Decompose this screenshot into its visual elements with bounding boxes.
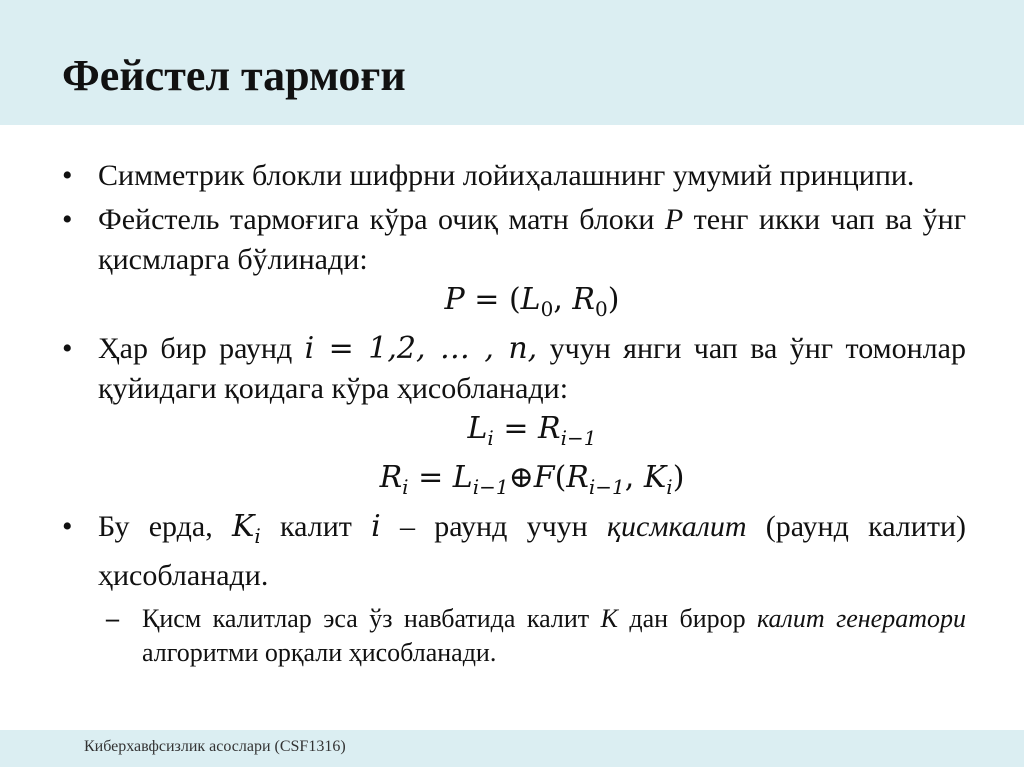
formula-1-r: R: [572, 282, 595, 317]
formula-left-update: [62, 409, 966, 458]
bullet-item-4: [62, 507, 966, 596]
formula-1-close: ): [607, 282, 620, 317]
bullet-4-text-mid: калит: [260, 510, 372, 543]
bullet-item-2: [62, 200, 966, 280]
slide-title: Фейстел тармоғи: [62, 51, 406, 100]
slide-content: [62, 156, 966, 670]
formula-3-k-sub: i: [666, 475, 673, 499]
formula-2-r-sub: i−1: [560, 426, 597, 450]
formula-1-lhs: P: [444, 282, 465, 317]
formula-2-l: L: [467, 411, 488, 446]
formula-p-split: [62, 280, 966, 329]
formula-3-r2: R: [566, 460, 589, 495]
bullet-4-text-post: (раунд калити) ҳисобланади.: [98, 510, 966, 592]
formula-2-l-sub: i: [487, 426, 494, 450]
formula-2-eq: =: [493, 411, 539, 446]
sub-bullet-var-k: K: [600, 604, 618, 633]
formula-3-comma: ,: [624, 460, 644, 495]
bullet-item-1: [62, 156, 966, 196]
footer-course-label: Киберхавфсизлик асослари (CSF1316): [84, 738, 346, 755]
formula-3-l: L: [452, 460, 473, 495]
formula-1-comma: ,: [553, 282, 573, 317]
formula-1-r-sub: 0: [594, 297, 608, 321]
formula-1-eq-open: = (: [464, 282, 521, 317]
bullet-4-var-k: K: [231, 509, 255, 544]
formula-1-l-sub: 0: [540, 297, 554, 321]
bullet-4-emphasis: қисмкалит: [606, 510, 747, 543]
formula-2-r: R: [538, 411, 561, 446]
sub-bullet-emphasis: калит генератори: [757, 604, 967, 633]
formula-3-eq: =: [408, 460, 453, 495]
sub-bullet-text-mid: дан бирор: [617, 604, 758, 633]
slide-header: [0, 0, 1024, 125]
formula-3-open: (: [554, 460, 567, 495]
bullet-3-math: i = 1,2, … , n,: [304, 331, 538, 366]
bullet-4-text-dash: – раунд учун: [380, 510, 607, 543]
formula-3-f: F: [533, 460, 555, 495]
bullet-3-text-post: учун янги чап ва ўнг томонлар қуйидаги қоидага кўра ҳисобланади:: [98, 332, 966, 405]
bullet-2-var-p: P: [664, 203, 684, 236]
formula-3-r-sub: i: [402, 475, 409, 499]
formula-3-k: K: [643, 460, 667, 495]
formula-3-l-sub: i−1: [472, 475, 509, 499]
bullet-4-var-i: i: [371, 509, 381, 544]
bullet-3-text-pre: Ҳар бир раунд: [98, 332, 305, 365]
bullet-4-text-pre: Бу ерда,: [98, 510, 232, 543]
slide-footer: [0, 730, 1024, 767]
formula-3-r: R: [379, 460, 403, 495]
formula-3-r2-sub: i−1: [588, 475, 625, 499]
xor-icon: ⊕: [508, 460, 534, 495]
bullet-2-text-post: тенг икки чап ва ўнг қисмларга бўлинади:: [98, 203, 967, 276]
bullet-item-3: [62, 329, 966, 409]
bullet-4-var-k-sub: i: [254, 524, 261, 548]
sub-bullet-item-1: [62, 602, 966, 670]
formula-right-update: [62, 458, 966, 507]
bullet-1-text: Симметрик блокли шифрни лойиҳалашнинг умумий принципи.: [98, 159, 915, 192]
formula-1-l: L: [520, 282, 541, 317]
bullet-2-text-pre: Фейстель тармоғига кўра очиқ матн блоки: [98, 203, 665, 236]
sub-bullet-text-post: алгоритми орқали ҳисобланади.: [142, 638, 497, 667]
formula-3-close: ): [672, 460, 685, 495]
sub-bullet-text-pre: Қисм калитлар эса ўз навбатида калит: [142, 604, 601, 633]
